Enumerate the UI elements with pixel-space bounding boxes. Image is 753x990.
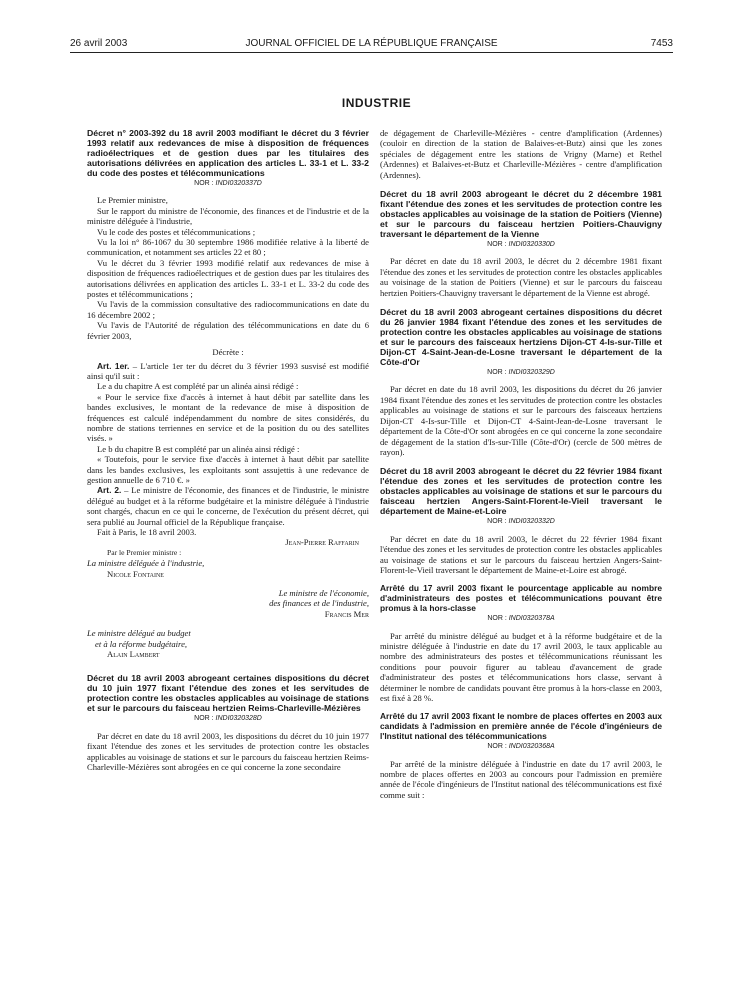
minister-budget-role-2: et à la réforme budgétaire, (95, 638, 188, 649)
decree-4-title: Décret du 18 avril 2003 abrogeant certaines dispositions du décret du 26 janvier 1984 fixant l'étendue des zones et les servitudes de protection contre les obstacles applicables au voisinage de stations et sur le parcours des faisceaux hertziens Dijon-CT 4-Is-sur-Tille et Dijon-CT 4-Saint-Jean-de-Losne traversant le département de la Côte-d'Or (380, 307, 662, 368)
decree-4-body: Par décret en date du 18 avril 2003, les dispositions du décret du 26 janvier 1984 fixant l'étendue des zones et les servitudes de protection contre les obstacles applicables au voisinage de stations et sur le parcours des faisceaux hertziens Dijon-CT 4-Is-sur-Tille et Dijon-CT 4-Saint-Jean-de-Losne traversant le département de la Côte-d'Or sont abrogées en ce qui concerne la zone secondaire de dégagement de la station d'Is-sur-Tille (Côte-d'Or) (cercle de 500 mètres de rayon). (380, 384, 662, 457)
decree-1-fait: Fait à Paris, le 18 avril 2003. (97, 527, 197, 537)
spacer (87, 579, 369, 588)
decree-3-body: Par décret en date du 18 avril 2003, le décret du 2 décembre 1981 fixant l'étendue des zones et les servitudes de protection contre les obstacles applicables au voisinage de la station de Poitiers (Vienne) et sur le parcours du faisceau hertzien Poitiers-Chauvigny traversant le département de la Vienne est abrogé. (380, 256, 662, 298)
minister-budget-role-1: Le ministre délégué au budget (87, 628, 191, 639)
arrete-2-nor-label: NOR : (487, 743, 507, 751)
decree-1-p10: Le b du chapitre B est complété par un alinéa ainsi rédigé : (97, 443, 300, 454)
decree-1-p3: Vu le code des postes et télécommunications ; (97, 226, 256, 237)
header-page-number: 7453 (650, 38, 673, 49)
decree-5-nor (380, 517, 662, 527)
article-1-label: Art. 1er. (97, 360, 130, 371)
right-column (380, 128, 662, 978)
minister-economy-name: Francis Mer (324, 608, 369, 619)
spacer (380, 180, 662, 189)
decree-1-nor (87, 179, 369, 189)
arrete-2-title: Arrêté du 17 avril 2003 fixant le nombre de places offertes en 2003 aux candidats à l'admission en première année de l'école d'ingénieurs de l'Institut national des télécommunications (380, 711, 662, 741)
spacer (380, 457, 662, 466)
decree-3-nor (380, 240, 662, 250)
article-1-text: – L'article 1er ter du décret du 3 février 1993 susvisé est modifié ainsi qu'il suit : (87, 360, 369, 381)
header-rule (70, 52, 673, 53)
article-2-label: Art. 2. (97, 485, 122, 496)
decree-4-nor-code: INDI0320329D (508, 369, 555, 377)
decree-1-p9: « Pour le service fixe d'accès à internet à haut débit par satellite dans les bandes exclusives, le montant de la redevance de mise à disposition de fréquences est calculé indépendamment du nombre de sites considérés, du nombre de stations terriennes en service et de la position du ou des satellites visés. » (87, 391, 369, 444)
par-premier-ministre: Par le Premier ministre : (107, 547, 182, 557)
decree-1-nor-code: INDI0320337D (215, 180, 262, 187)
decree-1-p2: Sur le rapport du ministre de l'économie, des finances et de l'industrie et de la ministre déléguée à l'industrie, (87, 205, 369, 227)
header-journal-title: JOURNAL OFFICIEL DE LA RÉPUBLIQUE FRANÇAISE (245, 38, 498, 49)
decree-4-nor (380, 368, 662, 378)
decree-1-p7: Vu l'avis de l'Autorité de régulation des télécommunications en date du 6 février 2003, (87, 320, 369, 341)
decree-1-p8: Le a du chapitre A est complété par un alinéa ainsi rédigé : (97, 381, 299, 392)
arrete-2-body: Par arrêté de la ministre déléguée à l'industrie en date du 17 avril 2003, le nombre de places offertes en 2003 au concours pour l'admission en première année de l'école d'ingénieurs de l'Institut national des télécommunications est fixé comme suit : (380, 758, 662, 800)
decree-5-nor-label: NOR : (487, 518, 507, 526)
minister-industry-name: Nicole Fontaine (107, 568, 164, 579)
minister-industry-role: La ministre déléguée à l'industrie, (87, 558, 205, 569)
article-2-text: – Le ministre de l'économie, des finances et de l'industrie, le ministre délégué au budget et à la réforme budgétaire et la ministre déléguée à l'industrie sont chargés, chacun en ce qui le concerne, de l'exécution du présent décret, qui sera publié au Journal officiel de la République française. (87, 485, 369, 527)
decree-5-nor-code: INDI0320332D (508, 518, 555, 526)
decree-1-p11: « Toutefois, pour le service fixe d'accès à internet à haut débit par satellite dans les bandes exclusives, les exploitants sont assujettis à une redevance de gestion annuelle de 6 710 €. » (87, 454, 369, 485)
spacer (87, 619, 369, 628)
decree-1-p6: Vu l'avis de la commission consultative des radiocommunications en date du 16 décembre 2002 ; (87, 299, 369, 320)
arrete-1-title: Arrêté du 17 avril 2003 fixant le pourcentage applicable au nombre d'administrateurs des postes et télécommunications pouvant être promus à la hors-classe (380, 583, 662, 613)
arrete-1-nor-code: INDI0320378A (508, 615, 555, 623)
decree-2-nor (87, 714, 369, 724)
decree-5-title: Décret du 18 avril 2003 abrogeant le décret du 22 février 1984 fixant l'étendue des zones et les servitudes de protection contre les obstacles applicables au voisinage de stations et sur le parcours du faisceau hertzien Angers-Saint-Florent-le-Vieil traversant le département de Maine-et-Loire (380, 466, 662, 517)
decree-3-title: Décret du 18 avril 2003 abrogeant le décret du 2 décembre 1981 fixant l'étendue des zones et les servitudes de protection contre les obstacles applicables au voisinage de la station de Poitiers (Vienne) et sur le parcours du faisceau hertzien Poitiers-Chauvigny traversant le département de la Vienne (380, 189, 662, 240)
decree-1-p4: Vu la loi n° 86-1067 du 30 septembre 1986 modifiée relative à la liberté de communication, et notamment ses articles 22 et 80 ; (87, 237, 369, 258)
decree-3-nor-label: NOR : (487, 241, 507, 249)
decree-2-body: Par décret en date du 18 avril 2003, les dispositions du décret du 10 juin 1977 fixant l'étendue des zones et les servitudes de protection contre les obstacles applicables au voisinage de stations et sur le parcours du faisceau hertzien Reims-Charleville-Mézières sont abrogées en ce qui concerne la zone secondaire (87, 730, 369, 773)
arrete-2-nor-code: INDI0320368A (508, 743, 555, 751)
decree-1-title: Décret n° 2003-392 du 18 avril 2003 modifiant le décret du 3 février 1993 relatif aux redevances de mise à disposition de fréquences radioélectriques et de gestion dues par les titulaires des autorisations délivrées en application des articles L. 33-1 et L. 33-2 du code des postes et télécommunications (87, 128, 369, 178)
arrete-1-nor (380, 614, 662, 624)
spacer (87, 659, 369, 673)
minister-economy-role-2: des finances et de l'industrie, (269, 598, 369, 609)
decree-2-nor-code: INDI0320328D (215, 715, 262, 723)
decree-1-decrete: Décrète : (212, 347, 244, 358)
spacer (380, 298, 662, 307)
page-header (70, 38, 673, 52)
decree-1-article-2 (87, 485, 369, 527)
decree-4-nor-label: NOR : (487, 369, 507, 377)
decree-5-body: Par décret en date du 18 avril 2003, le décret du 22 février 1984 fixant l'étendue des zones et les servitudes de protection contre les obstacles applicables au voisinage de stations et sur le parcours du faisceau hertzien Angers-Saint-Florent-le-Vieil traversant le département de Maine-et-Loire est abrogé. (380, 533, 662, 575)
left-column (87, 128, 369, 978)
decree-3-nor-code: INDI0320330D (508, 241, 555, 249)
decree-2-body-continued: de dégagement de Charleville-Mézières - centre d'amplification (Ardennes) (couloir en direction de la station de Balaives-et-Butz) ainsi que les zones spéciales de dégagement entre les stations de Vrigny (Marne) et Rethel (Ardennes) et Balaives-et-Butz et Charleville-Mézières - centre d'amplification (Ardennes). (380, 128, 662, 180)
decree-2-title: Décret du 18 avril 2003 abrogeant certaines dispositions du décret du 10 juin 1977 fixant l'étendue des zones et les servitudes de protection contre les obstacles applicables au voisinage de stations et sur le parcours du faisceau hertzien Reims-Charleville-Mézières (87, 673, 369, 714)
minister-budget-name: Alain Lambert (107, 649, 160, 660)
decree-1-p1: Le Premier ministre, (97, 195, 168, 206)
arrete-1-nor-label: NOR : (487, 615, 507, 623)
decree-1-nor-label: NOR : (194, 180, 214, 187)
decree-2-nor-label: NOR : (194, 715, 214, 723)
signature-prime-minister: Jean-Pierre Raffarin (285, 537, 359, 548)
minister-economy-role-1: Le ministre de l'économie, (278, 588, 369, 599)
arrete-1-body: Par arrêté du ministre délégué au budget et à la réforme budgétaire et de la ministre déléguée à l'industrie en date du 17 avril 2003, le taux applicable au nombre des administrateurs des postes et télécommunications réunissant les conditions pour pouvoir figurer au tableau d'avancement de grade d'administrateur des postes et télécommunications hors classe, servant à déterminer le nombre de candidats pouvant être promus à la hors-classe en 2003, est fixé à 28 %. (380, 630, 662, 703)
arrete-2-nor (380, 742, 662, 752)
section-title: INDUSTRIE (341, 96, 412, 110)
decree-1-article-1 (87, 361, 369, 382)
decree-1-p5: Vu le décret du 3 février 1993 modifié relatif aux redevances de mise à disposition de fréquences radioélectriques et de gestion dues par les titulaires des autorisations délivrées en application des articles L. 33-1 et L. 33-2 du code des postes et télécommunications ; (87, 257, 369, 300)
header-date: 26 avril 2003 (70, 38, 128, 49)
